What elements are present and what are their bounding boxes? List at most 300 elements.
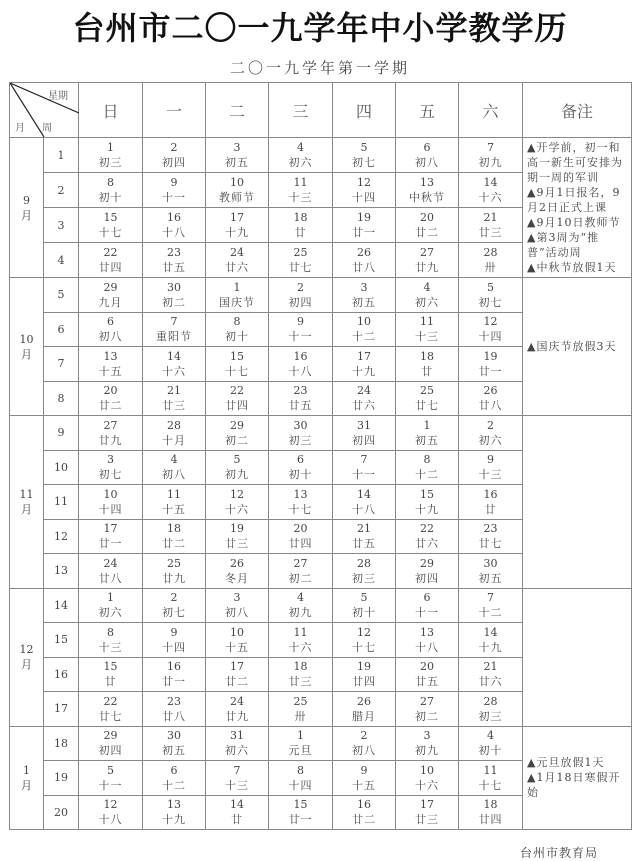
day-cell (459, 485, 523, 520)
day-cell (79, 795, 143, 830)
day-header-tue: 二 (206, 83, 269, 138)
day-cell (79, 588, 143, 623)
day-number: 4 (487, 729, 494, 743)
day-number: 29 (103, 729, 118, 743)
lunar-date: 廿三 (162, 399, 186, 413)
day-cell (333, 726, 396, 761)
lunar-date: 十七 (225, 364, 249, 378)
day-number: 18 (293, 211, 308, 224)
day-cell (459, 347, 523, 382)
month-label-cell (10, 278, 44, 416)
day-number: 19 (357, 211, 371, 224)
lunar-date: 初二 (225, 433, 249, 447)
week-number-cell: 10 (44, 450, 79, 485)
month-label-cell (10, 726, 44, 830)
day-number: 7 (170, 315, 178, 329)
lunar-date: 廿二 (162, 537, 186, 551)
day-number: 28 (483, 694, 498, 708)
lunar-date: 十五 (352, 778, 376, 792)
day-header-sun: 日 (79, 83, 143, 138)
lunar-date: 初二 (288, 571, 313, 585)
lunar-date: 廿三 (478, 226, 503, 239)
lunar-date: 初十 (352, 606, 376, 620)
lunar-date: 初六 (98, 606, 123, 620)
day-cell (396, 485, 459, 520)
day-cell (333, 450, 396, 485)
day-cell (206, 450, 269, 485)
day-number: 6 (107, 315, 114, 329)
day-cell (269, 138, 333, 173)
week-number-cell: 5 (44, 278, 79, 313)
day-cell (206, 519, 269, 554)
day-number: 2 (170, 591, 178, 605)
day-cell (143, 623, 206, 658)
day-cell (396, 208, 459, 243)
day-cell (206, 347, 269, 382)
day-cell (459, 692, 523, 727)
lunar-date: 初九 (288, 606, 313, 620)
day-number: 26 (483, 384, 498, 398)
lunar-date: 初六 (415, 295, 439, 309)
day-header-mon: 一 (143, 83, 206, 138)
lunar-date: 廿五 (288, 399, 313, 413)
day-number: 23 (483, 522, 498, 536)
day-cell (79, 485, 143, 520)
lunar-date: 廿七 (288, 261, 313, 274)
day-cell (459, 519, 523, 554)
lunar-date: 廿五 (162, 261, 186, 274)
day-number: 11 (420, 315, 434, 329)
lunar-date: 十二 (478, 606, 503, 620)
day-cell (459, 554, 523, 589)
day-header-sat: 六 (459, 83, 523, 138)
day-cell (206, 138, 269, 173)
day-number: 12 (230, 487, 244, 501)
day-cell (206, 692, 269, 727)
day-number: 3 (360, 280, 368, 294)
day-number: 30 (483, 556, 498, 570)
lunar-date: 廿 (231, 813, 243, 827)
day-cell (143, 485, 206, 520)
day-number: 2 (487, 418, 494, 432)
day-cell (333, 312, 396, 347)
day-number: 17 (230, 660, 244, 674)
day-number: 25 (420, 384, 434, 398)
day-number: 14 (483, 176, 498, 189)
lunar-date: 元旦 (288, 744, 313, 758)
month-number: 9 (23, 193, 30, 207)
day-number: 28 (167, 418, 181, 432)
notes-cell (523, 726, 632, 830)
day-cell (459, 588, 523, 623)
day-cell (79, 243, 143, 278)
day-number: 4 (297, 141, 304, 154)
day-cell (206, 416, 269, 451)
lunar-date: 初十 (288, 468, 313, 482)
lunar-date: 十四 (162, 640, 186, 654)
day-cell (396, 243, 459, 278)
lunar-date: 廿三 (288, 675, 313, 689)
day-cell (333, 173, 396, 208)
day-number: 28 (483, 246, 498, 259)
day-number: 5 (107, 763, 114, 777)
lunar-date: 廿八 (352, 261, 376, 274)
day-cell (396, 623, 459, 658)
lunar-date: 十一 (288, 330, 313, 344)
day-number: 30 (293, 418, 308, 432)
day-number: 6 (170, 763, 178, 777)
day-number: 16 (167, 211, 181, 224)
day-number: 18 (293, 660, 308, 674)
lunar-date: 廿四 (352, 675, 376, 689)
month-label-cell (10, 416, 44, 589)
day-cell (269, 450, 333, 485)
lunar-date: 十七 (98, 226, 123, 239)
lunar-date: 初七 (98, 468, 123, 482)
lunar-date: 十一 (162, 191, 186, 204)
day-cell (206, 278, 269, 313)
day-number: 17 (230, 211, 244, 224)
week-number-cell: 3 (44, 208, 79, 243)
lunar-date: 教师节 (219, 191, 255, 204)
day-number: 9 (297, 315, 304, 329)
day-number: 15 (103, 211, 118, 224)
day-number: 1 (233, 280, 241, 294)
lunar-date: 初四 (352, 433, 376, 447)
day-cell (269, 347, 333, 382)
lunar-date: 廿三 (415, 813, 439, 827)
day-number: 16 (357, 798, 371, 812)
day-number: 8 (297, 763, 304, 777)
day-number: 4 (170, 453, 178, 467)
lunar-date: 初八 (415, 156, 439, 169)
day-number: 22 (230, 384, 244, 398)
day-cell (206, 657, 269, 692)
lunar-date: 十九 (162, 813, 186, 827)
lunar-date: 初九 (415, 744, 439, 758)
day-number: 19 (483, 349, 498, 363)
lunar-date: 中秋节 (409, 191, 445, 204)
lunar-date: 十一 (98, 778, 123, 792)
day-number: 25 (167, 556, 181, 570)
day-cell (396, 416, 459, 451)
lunar-date: 廿六 (415, 537, 439, 551)
note-item: ▲国庆节放假3天 (527, 340, 617, 353)
day-cell (206, 243, 269, 278)
week-number-cell: 14 (44, 588, 79, 623)
day-cell (459, 243, 523, 278)
day-number: 8 (423, 453, 431, 467)
day-number: 22 (103, 246, 118, 259)
day-cell (459, 726, 523, 761)
lunar-date: 国庆节 (219, 295, 255, 309)
lunar-date: 十九 (478, 640, 503, 654)
day-cell (396, 381, 459, 416)
lunar-date: 重阳节 (156, 330, 192, 344)
lunar-date: 十四 (98, 502, 123, 516)
day-cell (459, 657, 523, 692)
lunar-date: 十四 (478, 330, 503, 344)
day-cell (206, 554, 269, 589)
day-number: 28 (357, 556, 371, 570)
day-cell (333, 692, 396, 727)
day-number: 3 (423, 729, 431, 743)
week-number-cell: 9 (44, 416, 79, 451)
lunar-date: 廿六 (478, 675, 503, 689)
day-number: 9 (170, 176, 178, 189)
day-cell (333, 795, 396, 830)
day-number: 15 (293, 798, 308, 812)
day-number: 26 (230, 556, 244, 570)
notes-cell (523, 416, 632, 589)
day-header-fri: 五 (396, 83, 459, 138)
day-number: 13 (103, 349, 118, 363)
week-number-cell: 15 (44, 623, 79, 658)
note-item: ▲9月10日教师节 (527, 216, 621, 229)
lunar-date: 初九 (225, 468, 249, 482)
lunar-date: 廿四 (478, 813, 503, 827)
day-cell (143, 173, 206, 208)
day-cell (396, 519, 459, 554)
day-cell (396, 795, 459, 830)
notes-cell (523, 588, 632, 726)
note-item: ▲中秋节放假1天 (527, 261, 617, 274)
day-number: 10 (103, 487, 118, 501)
month-char: 月 (21, 502, 32, 516)
weekday-corner-label: 星期 (48, 91, 68, 102)
day-number: 10 (357, 315, 371, 329)
lunar-date: 十七 (352, 640, 376, 654)
day-number: 16 (483, 487, 498, 501)
day-number: 4 (423, 280, 431, 294)
page-title: 台州市二〇一九学年中小学教学历 (72, 9, 568, 47)
day-number: 9 (170, 625, 178, 639)
lunar-date: 初九 (478, 156, 503, 169)
day-number: 21 (357, 522, 371, 536)
day-cell (79, 173, 143, 208)
week-row (10, 416, 632, 451)
lunar-date: 廿七 (478, 537, 503, 551)
lunar-date: 十五 (98, 364, 123, 378)
day-cell (143, 588, 206, 623)
day-cell (143, 657, 206, 692)
day-cell (269, 692, 333, 727)
lunar-date: 初三 (288, 433, 313, 447)
lunar-date: 廿八 (478, 399, 503, 413)
lunar-date: 廿二 (225, 675, 249, 689)
day-cell (333, 278, 396, 313)
day-header-thu: 四 (333, 83, 396, 138)
day-cell (333, 347, 396, 382)
day-number: 31 (357, 418, 371, 432)
lunar-date: 初五 (478, 571, 503, 585)
day-cell (206, 623, 269, 658)
day-number: 17 (357, 349, 371, 363)
day-cell (396, 657, 459, 692)
day-number: 12 (483, 315, 498, 329)
lunar-date: 廿八 (162, 709, 186, 723)
day-cell (143, 138, 206, 173)
day-number: 25 (293, 694, 308, 708)
week-number-cell: 2 (44, 173, 79, 208)
day-number: 7 (233, 763, 241, 777)
lunar-date: 十二 (352, 330, 376, 344)
calendar-body (10, 138, 632, 830)
lunar-date: 初七 (162, 606, 186, 620)
issuer-footer: 台州市教育局 (520, 846, 599, 860)
week-number-cell: 12 (44, 519, 79, 554)
day-number: 9 (487, 453, 494, 467)
lunar-date: 廿二 (352, 813, 376, 827)
lunar-date: 初三 (478, 709, 503, 723)
lunar-date: 十三 (288, 191, 313, 204)
day-number: 10 (230, 176, 244, 189)
lunar-date: 十七 (478, 778, 503, 792)
week-number-cell: 7 (44, 347, 79, 382)
day-cell (79, 138, 143, 173)
day-number: 20 (420, 211, 434, 224)
day-number: 18 (167, 522, 181, 536)
day-number: 27 (420, 694, 434, 708)
note-item: ▲9月1日报名，9月2日正式上课 (527, 186, 621, 214)
day-cell (269, 657, 333, 692)
day-number: 26 (357, 694, 371, 708)
lunar-date: 十六 (288, 640, 313, 654)
school-calendar-table (9, 82, 632, 830)
day-cell (333, 761, 396, 796)
day-number: 23 (167, 246, 181, 259)
day-cell (269, 795, 333, 830)
day-cell (79, 554, 143, 589)
lunar-date: 十二 (415, 468, 439, 482)
day-cell (143, 450, 206, 485)
day-cell (459, 381, 523, 416)
day-cell (143, 554, 206, 589)
day-cell (79, 692, 143, 727)
lunar-date: 十六 (162, 364, 186, 378)
month-corner-label: 月 (15, 123, 25, 134)
lunar-date: 初四 (288, 295, 313, 309)
day-number: 21 (483, 660, 498, 674)
day-number: 24 (357, 384, 371, 398)
day-cell (333, 381, 396, 416)
lunar-date: 廿九 (162, 571, 186, 585)
day-number: 22 (103, 694, 118, 708)
day-cell (79, 347, 143, 382)
notes-cell (523, 278, 632, 416)
lunar-date: 廿四 (98, 261, 123, 274)
lunar-date: 初五 (415, 433, 439, 447)
lunar-date: 十三 (415, 330, 439, 344)
day-number: 12 (357, 625, 371, 639)
day-cell (333, 416, 396, 451)
day-number: 17 (103, 522, 118, 536)
day-cell (396, 278, 459, 313)
lunar-date: 初八 (98, 330, 123, 344)
day-number: 7 (360, 453, 368, 467)
lunar-date: 初四 (98, 744, 123, 758)
day-number: 1 (297, 729, 304, 743)
lunar-date: 卅 (484, 261, 497, 274)
day-cell (143, 519, 206, 554)
week-number-cell: 1 (44, 138, 79, 173)
lunar-date: 十三 (98, 640, 123, 654)
lunar-date: 廿一 (162, 675, 186, 689)
lunar-date: 十五 (162, 502, 186, 516)
day-cell (396, 726, 459, 761)
day-number: 19 (357, 660, 371, 674)
day-cell (333, 623, 396, 658)
lunar-date: 初六 (478, 433, 503, 447)
lunar-date: 初四 (415, 571, 439, 585)
day-number: 23 (167, 694, 181, 708)
day-cell (269, 761, 333, 796)
lunar-date: 初六 (288, 156, 313, 169)
day-number: 21 (167, 384, 181, 398)
lunar-date: 廿一 (478, 364, 503, 378)
day-number: 29 (230, 418, 244, 432)
lunar-date: 初二 (162, 295, 186, 309)
day-number: 2 (297, 280, 304, 294)
lunar-date: 十八 (288, 364, 313, 378)
day-cell (79, 761, 143, 796)
day-number: 5 (360, 141, 368, 154)
day-number: 21 (483, 211, 498, 224)
day-number: 31 (230, 729, 244, 743)
lunar-date: 廿一 (352, 226, 376, 239)
day-cell (143, 761, 206, 796)
week-row (10, 138, 632, 173)
note-item: ▲元旦放假1天 (527, 756, 605, 770)
day-number: 2 (170, 141, 178, 154)
day-cell (333, 657, 396, 692)
week-number-cell: 6 (44, 312, 79, 347)
day-cell (269, 278, 333, 313)
lunar-date: 初八 (162, 468, 186, 482)
day-cell (143, 278, 206, 313)
day-number: 27 (103, 418, 118, 432)
semester-subtitle: 二〇一九学年第一学期 (229, 59, 410, 77)
month-char: 月 (21, 778, 32, 792)
lunar-date: 十九 (225, 226, 249, 239)
day-number: 19 (230, 522, 244, 536)
day-number: 8 (107, 176, 114, 189)
month-number: 1 (23, 763, 30, 777)
day-number: 5 (233, 453, 241, 467)
day-number: 3 (233, 591, 241, 605)
day-cell (206, 726, 269, 761)
lunar-date: 十月 (162, 433, 186, 447)
day-cell (269, 588, 333, 623)
day-number: 30 (167, 729, 181, 743)
lunar-date: 廿 (294, 226, 307, 239)
lunar-date: 初十 (478, 744, 503, 758)
day-cell (269, 312, 333, 347)
day-cell (269, 243, 333, 278)
lunar-date: 廿五 (415, 675, 439, 689)
day-number: 2 (360, 729, 368, 743)
header-row (10, 83, 632, 138)
day-cell (79, 312, 143, 347)
day-cell (143, 416, 206, 451)
day-number: 13 (420, 176, 434, 189)
day-cell (143, 692, 206, 727)
day-cell (143, 243, 206, 278)
day-cell (206, 485, 269, 520)
week-row (10, 726, 632, 761)
day-cell (333, 519, 396, 554)
day-cell (79, 519, 143, 554)
